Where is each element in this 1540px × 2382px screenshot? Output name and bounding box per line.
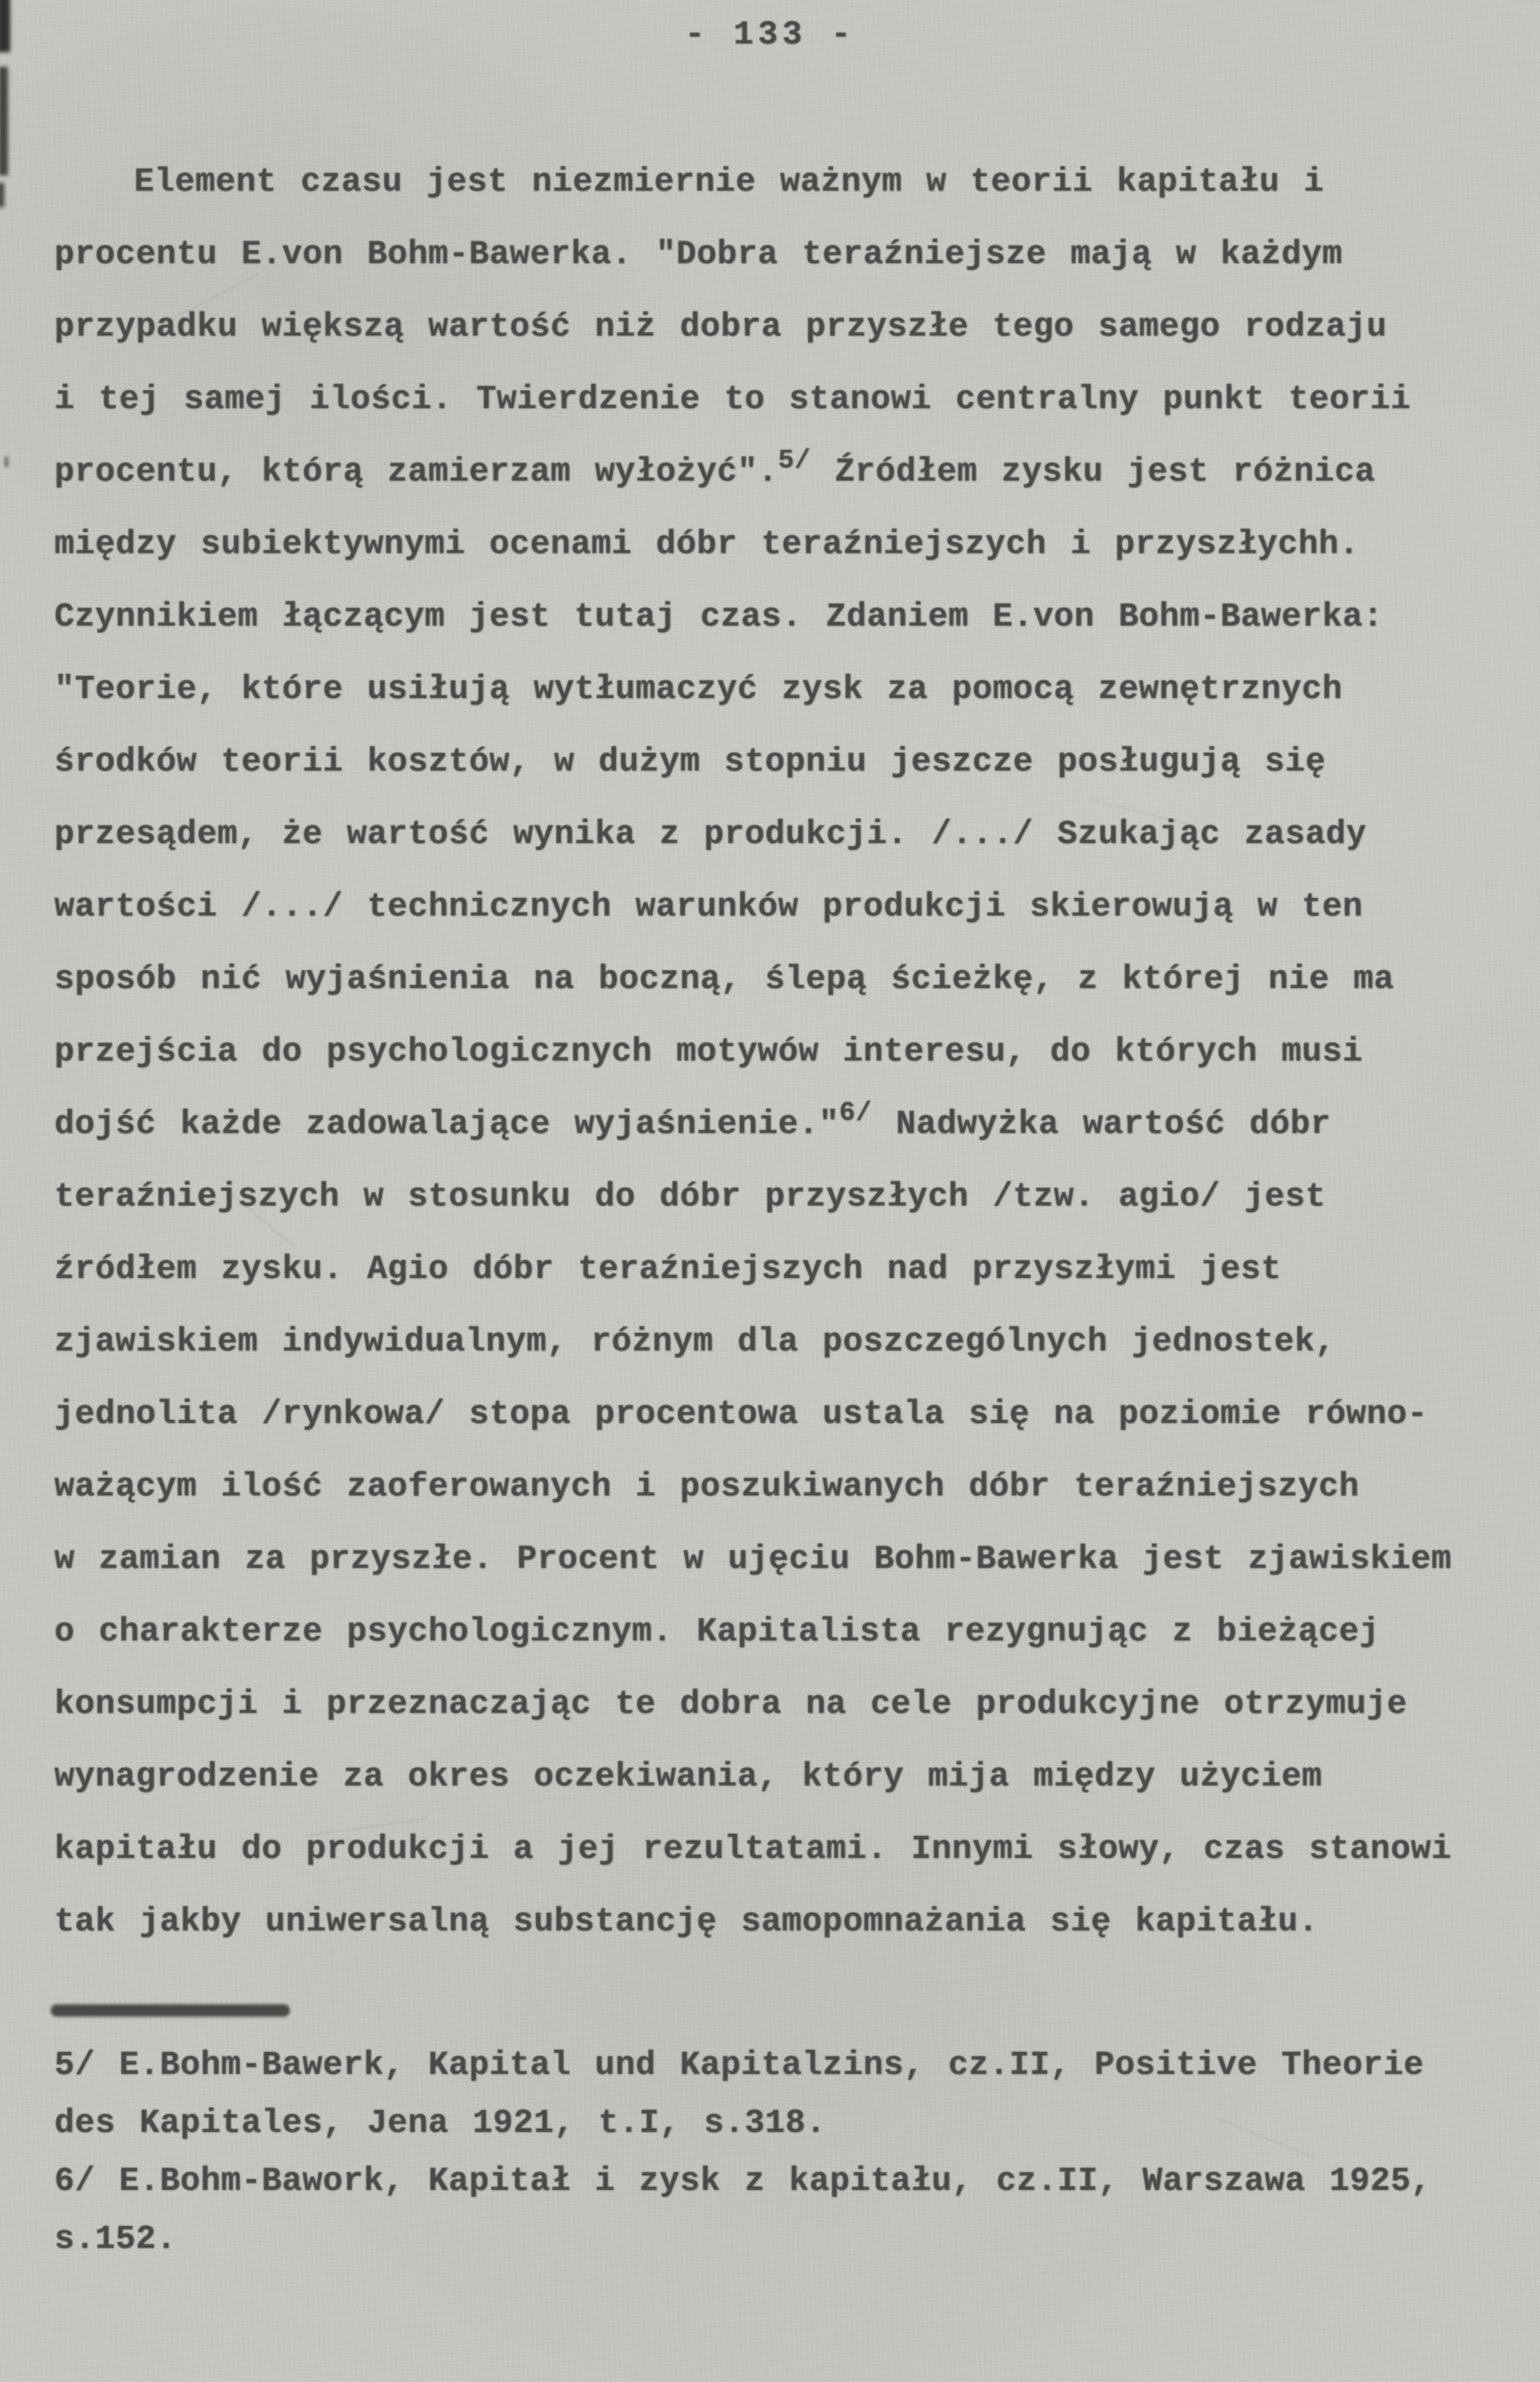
text-line: sposób nić wyjaśnienia na boczną, ślepą ścieżkę, z której nie ma	[54, 960, 1394, 998]
text-line: procentu E.von Bohm-Bawerka. "Dobra teraźniejsze mają w każdym	[54, 236, 1343, 273]
text-line: dojść każde zadowalające wyjaśnienie."$^{6/}$ Nadwyżka wartość dóbr	[54, 1097, 1331, 1143]
footnote-line: des Kapitales, Jena 1921, t.I, s.318.	[54, 2104, 826, 2142]
text-line: teraźniejszych w stosunku do dóbr przyszłych /tzw. agio/ jest	[54, 1178, 1326, 1216]
scan-edge-artifact	[0, 67, 8, 175]
text-line: zjawiskiem indywidualnym, różnym dla poszczególnych jednostek,	[54, 1323, 1336, 1361]
text-line: procentu, którą zamierzam wyłożyć".$^{5/}$ Źródłem zysku jest różnica	[54, 445, 1375, 491]
text-line: jednolita /rynkowa/ stopa procentowa ustala się na poziomie równo-	[54, 1395, 1428, 1433]
text-line: i tej samej ilości. Twierdzenie to stanowi centralny punkt teorii	[54, 381, 1411, 418]
footnote-separator	[51, 2004, 290, 2017]
footnote-line: 6/ E.Bohm-Bawork, Kapitał i zysk z kapitału, cz.II, Warszawa 1925,	[54, 2162, 1431, 2200]
text-line: między subiektywnymi ocenami dóbr teraźniejszych i przyszłychh.	[54, 526, 1360, 563]
footnote-line: 5/ E.Bohm-Bawerk, Kapital und Kapitalzins, cz.II, Positive Theorie	[54, 2046, 1424, 2084]
footnote-reference: 6/	[838, 1097, 873, 1129]
text-line: środków teorii kosztów, w dużym stopniu jeszcze posługują się	[54, 743, 1326, 781]
text-line: źródłem zysku. Agio dóbr teraźniejszych nad przyszłymi jest	[54, 1250, 1282, 1288]
text-line: przypadku większą wartość niż dobra przyszłe tego samego rodzaju	[54, 308, 1387, 346]
text-line: ważącym ilość zaoferowanych i poszukiwanych dóbr teraźniejszych	[54, 1468, 1360, 1506]
text-line: konsumpcji i przeznaczając te dobra na cele produkcyjne otrzymuje	[54, 1685, 1407, 1723]
text-line: "Teorie, które usiłują wytłumaczyć zysk za pomocą zewnętrznych	[54, 671, 1343, 708]
page-number: - 133 -	[684, 16, 856, 54]
text-line: przejścia do psychologicznych motywów interesu, do których musi	[54, 1033, 1363, 1071]
text-line: wynagrodzenie za okres oczekiwania, który mija między użyciem	[54, 1758, 1323, 1796]
text-line: Czynnikiem łączącym jest tutaj czas. Zdaniem E.von Bohm-Bawerka:	[54, 598, 1383, 636]
text-line: przesądem, że wartość wynika z produkcji. /.../ Szukając zasady	[54, 816, 1367, 853]
text-line: Element czasu jest niezmiernie ważnym w teorii kapitału i	[134, 163, 1324, 201]
text-line: tak jakby uniwersalną substancję samopomnażania się kapitału.	[54, 1903, 1319, 1941]
text-line: wartości /.../ technicznych warunków produkcji skierowują w ten	[54, 888, 1363, 926]
scan-edge-artifact	[4, 457, 9, 467]
footnotes	[54, 2046, 1497, 2278]
text-line: w zamian za przyszłe. Procent w ujęciu Bohm-Bawerka jest zjawiskiem	[54, 1540, 1452, 1578]
scan-edge-artifact	[0, 183, 4, 207]
text-line: o charakterze psychologicznym. Kapitalista rezygnując z bieżącej	[54, 1613, 1380, 1651]
footnote-line: s.152.	[54, 2220, 177, 2258]
text-line: kapitału do produkcji a jej rezultatami. Innymi słowy, czas stanowi	[54, 1830, 1452, 1868]
footnote-reference: 5/	[778, 445, 811, 476]
body-text	[54, 163, 1497, 1975]
